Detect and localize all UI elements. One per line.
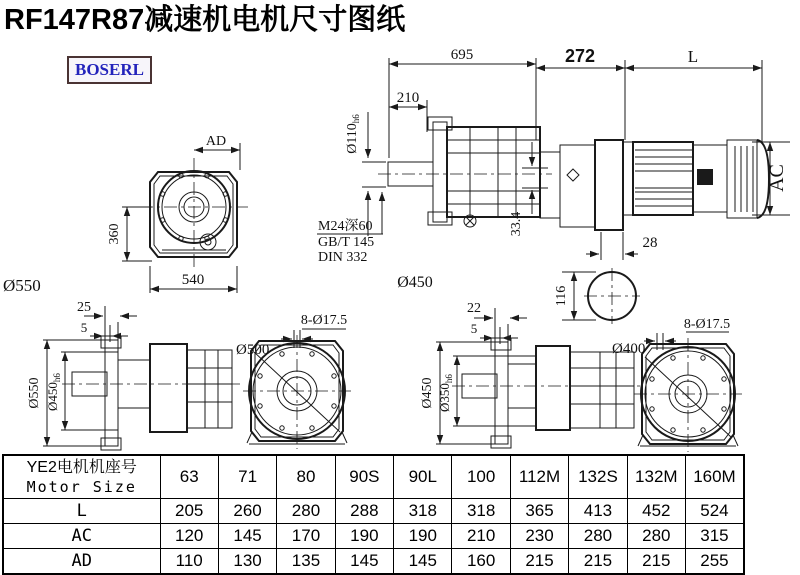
table-cell: 260 (218, 499, 276, 524)
dim-25: 25 (77, 300, 91, 315)
column-header: 160M (686, 455, 744, 499)
dim-540: 540 (181, 272, 205, 288)
label-bolt-holes-flange500: 8-Ø17.5 (300, 313, 348, 328)
row-label: L (3, 499, 160, 524)
table-row-L (3, 499, 744, 524)
dim-116: 116 (554, 285, 569, 307)
table-cell: 145 (335, 549, 393, 575)
row-label: AD (3, 549, 160, 575)
dim-L: L (687, 47, 699, 66)
table-cell: 288 (335, 499, 393, 524)
table-cell: 215 (510, 549, 568, 575)
dim-33-4: 33.4 (509, 211, 524, 237)
row-label: AC (3, 524, 160, 549)
page-title: RF147R87减速机电机尺寸图纸 (4, 4, 406, 36)
table-cell: 130 (218, 549, 276, 575)
dim-shaft-diameter (345, 114, 361, 154)
standard-gb-note: GB/T 145 (318, 235, 375, 250)
front-view-geometry (122, 143, 248, 293)
header-en: Motor Size (26, 478, 137, 496)
dim-AC: AC (766, 164, 788, 192)
dim-flange550-spigot (45, 373, 62, 411)
table-cell: 318 (452, 499, 510, 524)
motor-dimension-table (2, 454, 745, 575)
table-row-AC (3, 524, 744, 549)
column-header: 132S (569, 455, 627, 499)
dim-flange550-outer: Ø550 (27, 377, 42, 409)
dim-28: 28 (642, 235, 658, 251)
table-header-motor-size (3, 455, 160, 499)
dim-695: 695 (450, 47, 474, 63)
flange-550-geometry (43, 306, 240, 450)
shaft-dia-tolerance: h6 (351, 114, 361, 124)
column-header: 90L (394, 455, 452, 499)
table-cell: 120 (160, 524, 218, 549)
column-header: 71 (218, 455, 276, 499)
thread-note: M24深60 (318, 219, 373, 234)
table-cell: 190 (335, 524, 393, 549)
column-header: 90S (335, 455, 393, 499)
dim-272: 272 (564, 46, 596, 66)
table-cell: 452 (627, 499, 685, 524)
label-pitch-circle-400: Ø400 (612, 341, 646, 357)
flange-450-geometry (436, 308, 640, 448)
table-cell: 145 (394, 549, 452, 575)
table-cell: 280 (569, 524, 627, 549)
label-pitch-circle-500: Ø500 (236, 342, 270, 358)
label-flange-450: Ø450 (397, 274, 433, 291)
flange450-spigot-value: Ø350 (437, 383, 452, 412)
dim-5-flange550: 5 (80, 320, 88, 335)
table-row-AD (3, 549, 744, 575)
column-header: 112M (510, 455, 568, 499)
table-header-row (3, 455, 744, 499)
dim-flange450-outer: Ø450 (420, 377, 435, 409)
table-cell: 170 (277, 524, 335, 549)
table-cell: 318 (394, 499, 452, 524)
flange550-spigot-tolerance: h6 (52, 373, 62, 383)
flange450-spigot-tolerance: h6 (444, 374, 454, 384)
table-cell: 215 (569, 549, 627, 575)
table-cell: 315 (686, 524, 744, 549)
dim-5-flange450: 5 (470, 321, 478, 336)
flange-400-geometry (634, 332, 742, 452)
dim-AD: AD (205, 134, 227, 149)
table-cell: 255 (686, 549, 744, 575)
motor-dimension-table-wrap (2, 454, 745, 575)
table-cell: 190 (394, 524, 452, 549)
label-front-flange-550: Ø550 (3, 276, 41, 295)
table-cell: 524 (686, 499, 744, 524)
table-cell: 210 (452, 524, 510, 549)
table-cell: 280 (277, 499, 335, 524)
dim-210: 210 (396, 90, 420, 106)
dim-360: 360 (107, 223, 122, 245)
column-header: 100 (452, 455, 510, 499)
table-cell: 145 (218, 524, 276, 549)
header-cn: YE2电机机座号 (26, 459, 137, 476)
column-header: 132M (627, 455, 685, 499)
table-cell: 135 (277, 549, 335, 575)
column-header: 80 (277, 455, 335, 499)
table-cell: 365 (510, 499, 568, 524)
table-cell: 205 (160, 499, 218, 524)
flange550-spigot-value: Ø450 (45, 382, 60, 411)
motor-geometry (536, 60, 790, 260)
shaft-section-geometry (562, 268, 640, 324)
table-cell: 215 (627, 549, 685, 575)
drawing-labels (3, 46, 788, 412)
table-cell: 413 (569, 499, 627, 524)
shaft-dia-value: Ø110 (345, 123, 360, 154)
table-cell: 230 (510, 524, 568, 549)
dim-22: 22 (467, 301, 481, 316)
table-cell: 160 (452, 549, 510, 575)
table-cell: 280 (627, 524, 685, 549)
standard-din-note: DIN 332 (318, 250, 368, 265)
column-header: 63 (160, 455, 218, 499)
label-bolt-holes-flange400: 8-Ø17.5 (683, 317, 731, 332)
brand-logo: BOSERL (67, 56, 152, 84)
table-cell: 110 (160, 549, 218, 575)
